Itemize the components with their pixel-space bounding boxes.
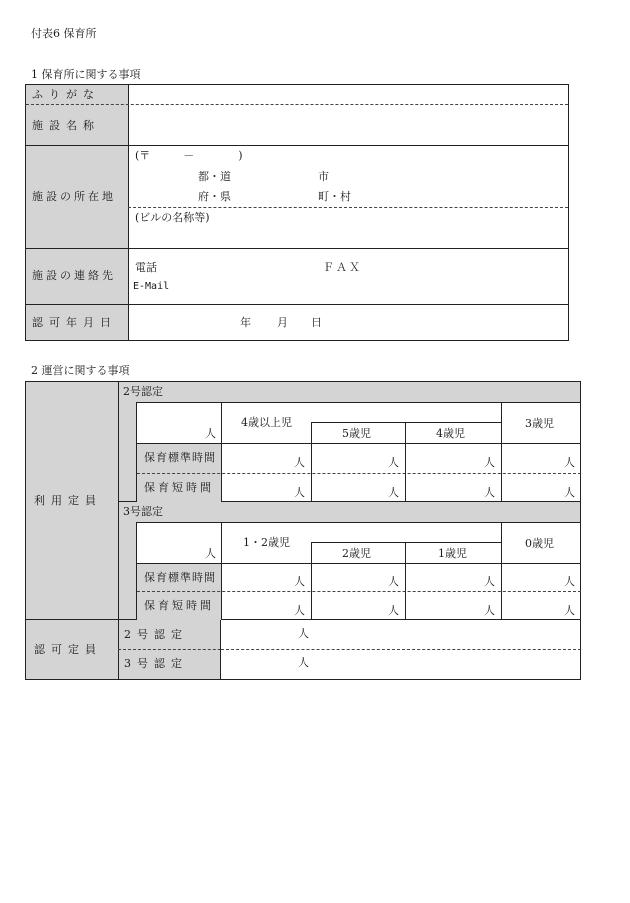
cert2-col-5: 5歳児 bbox=[342, 427, 371, 440]
cert2-grid bbox=[136, 402, 580, 501]
cert3-group-header: 1・2歳児 bbox=[243, 536, 290, 549]
cert3-col-2: 2歳児 bbox=[342, 547, 371, 560]
cert3-std-1-unit: 人 bbox=[388, 575, 399, 588]
capacity-table bbox=[25, 381, 581, 680]
tel-label: 電話 bbox=[135, 261, 157, 274]
cert2-group-header: 4歳以上児 bbox=[241, 416, 292, 429]
approved-row-2: 2号認定 bbox=[124, 628, 188, 641]
cert3-short-0-unit: 人 bbox=[564, 604, 575, 617]
cert2-col-3: 3歳児 bbox=[525, 417, 554, 430]
cert3-col-0: 0歳児 bbox=[525, 537, 554, 550]
cert3-unit-header: 人 bbox=[205, 547, 216, 560]
email-label: E-Mail bbox=[133, 281, 170, 292]
cert2-std-4-unit: 人 bbox=[388, 456, 399, 469]
furigana-label: ふりがな bbox=[32, 88, 100, 101]
approval-date-label: 認可年月日 bbox=[32, 316, 117, 329]
approved-capacity-label: 認可定員 bbox=[34, 643, 102, 656]
section2-title: 2 運営に関する事項 bbox=[31, 364, 130, 377]
year-unit: 年 bbox=[240, 316, 251, 329]
section1-title: 1 保育所に関する事項 bbox=[31, 68, 141, 81]
cert2-std-5-unit: 人 bbox=[294, 456, 305, 469]
prefecture-top: 都・道 bbox=[198, 170, 231, 183]
cert2-row-standard: 保育標準時間 bbox=[144, 451, 216, 464]
cert2-std-g-unit: 人 bbox=[484, 456, 495, 469]
approved-capacity-area bbox=[220, 620, 580, 679]
cert3-grid bbox=[136, 522, 580, 619]
capacity-label: 利用定員 bbox=[34, 494, 102, 507]
cert3-row-short: 保育短時間 bbox=[144, 599, 214, 612]
cert2-short-3-unit: 人 bbox=[564, 486, 575, 499]
month-unit: 月 bbox=[277, 316, 288, 329]
cert3-short-g-unit: 人 bbox=[484, 604, 495, 617]
cert3-short-2-unit: 人 bbox=[294, 604, 305, 617]
fax-label: ＦＡＸ bbox=[323, 261, 362, 274]
cert3-std-0-unit: 人 bbox=[564, 575, 575, 588]
cert2-short-5-unit: 人 bbox=[294, 486, 305, 499]
prefecture-bottom: 府・県 bbox=[198, 190, 231, 203]
facility-name-field[interactable] bbox=[129, 105, 568, 145]
cert3-title: 3号認定 bbox=[123, 505, 163, 518]
cert2-row-short: 保育短時間 bbox=[144, 481, 214, 494]
furigana-field[interactable] bbox=[129, 85, 568, 104]
cert3-std-g-unit: 人 bbox=[484, 575, 495, 588]
cert3-col-1: 1歳児 bbox=[438, 547, 467, 560]
facility-address-label: 施設の所在地 bbox=[32, 190, 116, 203]
cert2-title: 2号認定 bbox=[123, 385, 163, 398]
cert2-unit-header: 人 bbox=[205, 427, 216, 440]
facility-contact-label: 施設の連絡先 bbox=[32, 269, 116, 282]
cert3-row-standard: 保育標準時間 bbox=[144, 571, 216, 584]
cert2-col-4: 4歳児 bbox=[436, 427, 465, 440]
facility-name-label: 施設名称 bbox=[32, 119, 100, 132]
postal-code-field[interactable]: (〒 － ) bbox=[135, 149, 243, 162]
approved-3-unit: 人 bbox=[298, 656, 309, 669]
approved-row-3: 3号認定 bbox=[124, 657, 188, 670]
cert2-std-3-unit: 人 bbox=[564, 456, 575, 469]
day-unit: 日 bbox=[311, 316, 322, 329]
approved-2-unit: 人 bbox=[298, 627, 309, 640]
cert2-short-4-unit: 人 bbox=[388, 486, 399, 499]
cert2-short-g-unit: 人 bbox=[484, 486, 495, 499]
city-top: 市 bbox=[318, 170, 329, 183]
building-field[interactable]: (ビルの名称等) bbox=[135, 211, 210, 224]
city-bottom: 町・村 bbox=[318, 190, 351, 203]
facility-table bbox=[25, 84, 569, 341]
appendix-title: 付表6 保育所 bbox=[31, 27, 97, 40]
cert3-std-2-unit: 人 bbox=[294, 575, 305, 588]
cert3-short-1-unit: 人 bbox=[388, 604, 399, 617]
